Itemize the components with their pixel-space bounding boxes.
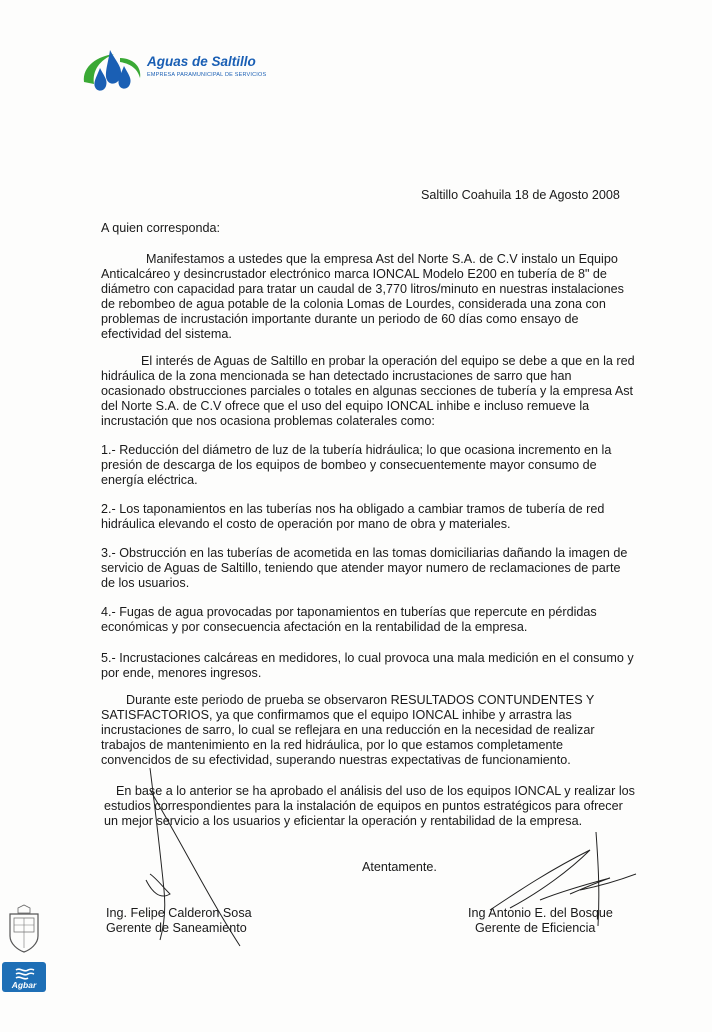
closing: Atentamente. [362, 860, 437, 874]
paragraph-line: hidráulica de la zona mencionada se han detectado incrustaciones de sarro que han [101, 369, 572, 383]
paragraph-line: El interés de Aguas de Saltillo en probar la operación del equipo se debe a que en la red [141, 354, 635, 368]
paragraph-line: ocasionado obstrucciones parciales o totales en algunas secciones de tubería y la empresa Ast [101, 384, 634, 398]
company-logo [80, 44, 280, 96]
paragraph-line: En base a lo anterior se ha aprobado el análisis del uso de los equipos IONCAL y realizar los [116, 784, 635, 798]
item-line: económicas y por consecuencia afectación en la rentabilidad de la empresa. [101, 620, 528, 634]
paragraph-line: estudios correspondientes para la instalación de equipos en puntos estratégicos para ofrecer [104, 799, 623, 813]
item-line: de los usuarios. [101, 576, 190, 590]
agbar-label: Agbar [11, 980, 37, 990]
item-line: hidráulica elevando el costo de operación por mano de obra y materiales. [101, 517, 511, 531]
signatory-name: Ing. Felipe Calderon Sosa [106, 906, 252, 920]
paragraph-line: convencidos de su efectividad, superando nuestras expectativas de funcionamiento. [101, 753, 571, 767]
paragraph-line: efectividad del sistema. [101, 327, 232, 341]
signatory-name: Ing Antonio E. del Bosque [468, 906, 613, 920]
item-line: 2.- Los taponamientos en las tuberías nos ha obligado a cambiar tramos de tubería de red [101, 502, 605, 516]
paragraph-line: Durante este periodo de prueba se observaron RESULTADOS CONTUNDENTES Y [126, 693, 595, 707]
company-name: Aguas de Saltillo [147, 54, 256, 69]
paragraph-line: diámetro con capacidad para tratar un caudal de 3,770 litros/minuto en nuestras instalaciones [101, 282, 624, 296]
paragraph-line: del Norte S.A. de C.V ofrece que el uso del equipo IONCAL inhibe e incluso remueve la [101, 399, 590, 413]
municipal-seal-icon [4, 904, 44, 954]
item-line: presión de descarga de los equipos de bombeo y consecuentemente mayor consumo de [101, 458, 597, 472]
item-line: servicio de Aguas de Saltillo, teniendo que atender mayor numero de reclamaciones de parte [101, 561, 621, 575]
water-drops-icon [80, 44, 146, 96]
paragraph-line: problemas de incrustación importante durante un periodo de 60 días como ensayo de [101, 312, 579, 326]
paragraph-line: Anticalcáreo y desincrustador electrónico marca IONCAL Modelo E200 en tubería de 8" de [101, 267, 607, 281]
signatory-title: Gerente de Saneamiento [106, 921, 247, 935]
signatory-title: Gerente de Eficiencia [475, 921, 596, 935]
place-date: Saltillo Coahuila 18 de Agosto 2008 [421, 188, 620, 202]
salutation: A quien corresponda: [101, 221, 221, 235]
item-line: 4.- Fugas de agua provocadas por taponamientos en tuberías que repercute en pérdidas [101, 605, 597, 619]
paragraph-line: trabajos de mantenimiento en la red hidráulica, por lo que estamos completamente [101, 738, 564, 752]
paragraph-line: SATISFACTORIOS, ya que confirmamos que el equipo IONCAL inhibe y arrastra las [101, 708, 572, 722]
paragraph-line: incrustación que nos ocasiona problemas colaterales como: [101, 414, 435, 428]
item-line: por ende, menores ingresos. [101, 666, 262, 680]
paragraph-line: Manifestamos a ustedes que la empresa Ast del Norte S.A. de C.V instalo un Equipo [146, 252, 618, 266]
item-line: 3.- Obstrucción en las tuberías de acometida en las tomas domiciliarias dañando la imagen de [101, 546, 628, 560]
paragraph-line: incrustaciones de sarro, lo cual se reflejara en una reducción en la necesidad de realizar [101, 723, 595, 737]
company-subtitle: EMPRESA PARAMUNICIPAL DE SERVICIOS [147, 72, 267, 78]
item-line: energía eléctrica. [101, 473, 198, 487]
paragraph-line: un mejor servicio a los usuarios y eficientar la operación y rentabilidad de la empresa. [104, 814, 583, 828]
item-line: 5.- Incrustaciones calcáreas en medidores, lo cual provoca una mala medición en el consumo y [101, 651, 634, 665]
paragraph-line: de rebombeo de agua potable de la colonia Lomas de Lourdes, considerada una zona con [101, 297, 606, 311]
agbar-logo [2, 962, 46, 992]
item-line: 1.- Reducción del diámetro de luz de la tubería hidráulica; lo que ocasiona incremento en la [101, 443, 612, 457]
